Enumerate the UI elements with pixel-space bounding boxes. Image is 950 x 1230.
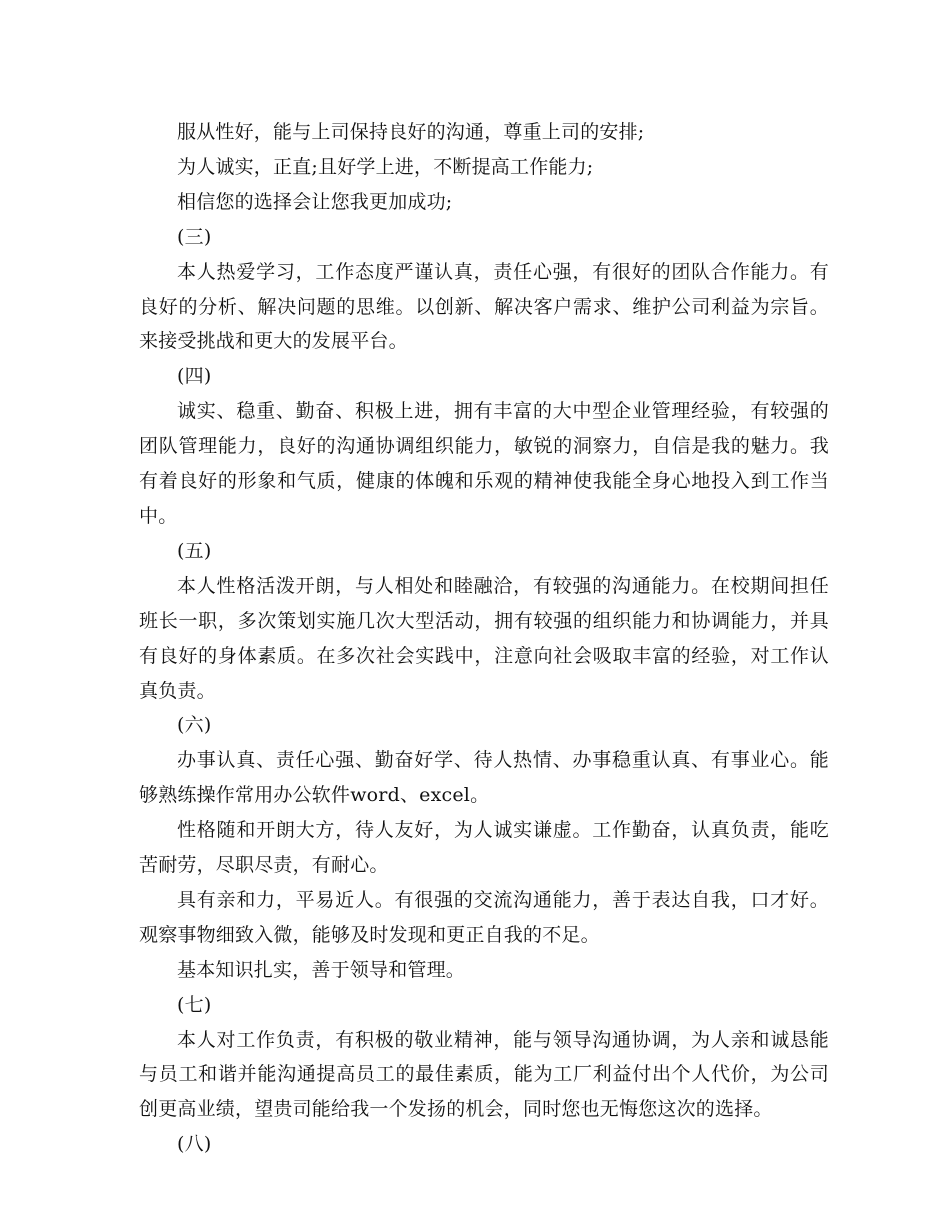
paragraph: 性格随和开朗大方，待人友好，为人诚实谦虚。工作勤奋，认真负责，能吃苦耐劳，尽职尽责，有耐心。 — [139, 819, 829, 877]
section-heading: (四) — [177, 365, 212, 388]
section-heading: (六) — [177, 714, 212, 737]
section-heading: (五) — [177, 539, 212, 562]
paragraph: 具有亲和力，平易近人。有很强的交流沟通能力，善于表达自我，口才好。观察事物细致入微，能够及时发现和更正自我的不足。 — [139, 888, 829, 946]
paragraph: 为人诚实，正直;且好学上进，不断提高工作能力; — [177, 155, 594, 178]
paragraph: 相信您的选择会让您我更加成功; — [177, 190, 453, 213]
paragraph: 本人对工作负责，有积极的敬业精神，能与领导沟通协调，为人亲和诚恳能与员工和谐并能沟通提高员工的最佳素质，能为工厂利益付出个人代价，为公司创更高业绩，望贵司能给我一个发扬的机会，同时您也无悔您这次的选择。 — [139, 1028, 829, 1121]
paragraph: 办事认真、责任心强、勤奋好学、待人热情、办事稳重认真、有事业心。能够熟练操作常用办公软件word、excel。 — [139, 749, 829, 807]
section-heading: (八) — [177, 1133, 212, 1156]
paragraph: 本人性格活泼开朗，与人相处和睦融洽，有较强的沟通能力。在校期间担任班长一职，多次策划实施几次大型活动，拥有较强的组织能力和协调能力，并具有良好的身体素质。在多次社会实践中，注意向社会吸取丰富的经验，对工作认真负责。 — [139, 574, 829, 702]
paragraph: 基本知识扎实，善于领导和管理。 — [177, 958, 466, 981]
paragraph: 服从性好，能与上司保持良好的沟通，尊重上司的安排; — [177, 121, 645, 143]
section-heading: (三) — [177, 225, 212, 248]
document-body — [139, 115, 829, 1162]
section-heading: (七) — [177, 993, 212, 1016]
paragraph: 本人热爱学习，工作态度严谨认真，责任心强，有很好的团队合作能力。有良好的分析、解决问题的思维。以创新、解决客户需求、维护公司利益为宗旨。来接受挑战和更大的发展平台。 — [139, 260, 829, 353]
paragraph: 诚实、稳重、勤奋、积极上进，拥有丰富的大中型企业管理经验，有较强的团队管理能力，良好的沟通协调组织能力，敏锐的洞察力，自信是我的魅力。我有着良好的形象和气质，健康的体魄和乐观的精神使我能全身心地投入到工作当中。 — [139, 400, 829, 527]
